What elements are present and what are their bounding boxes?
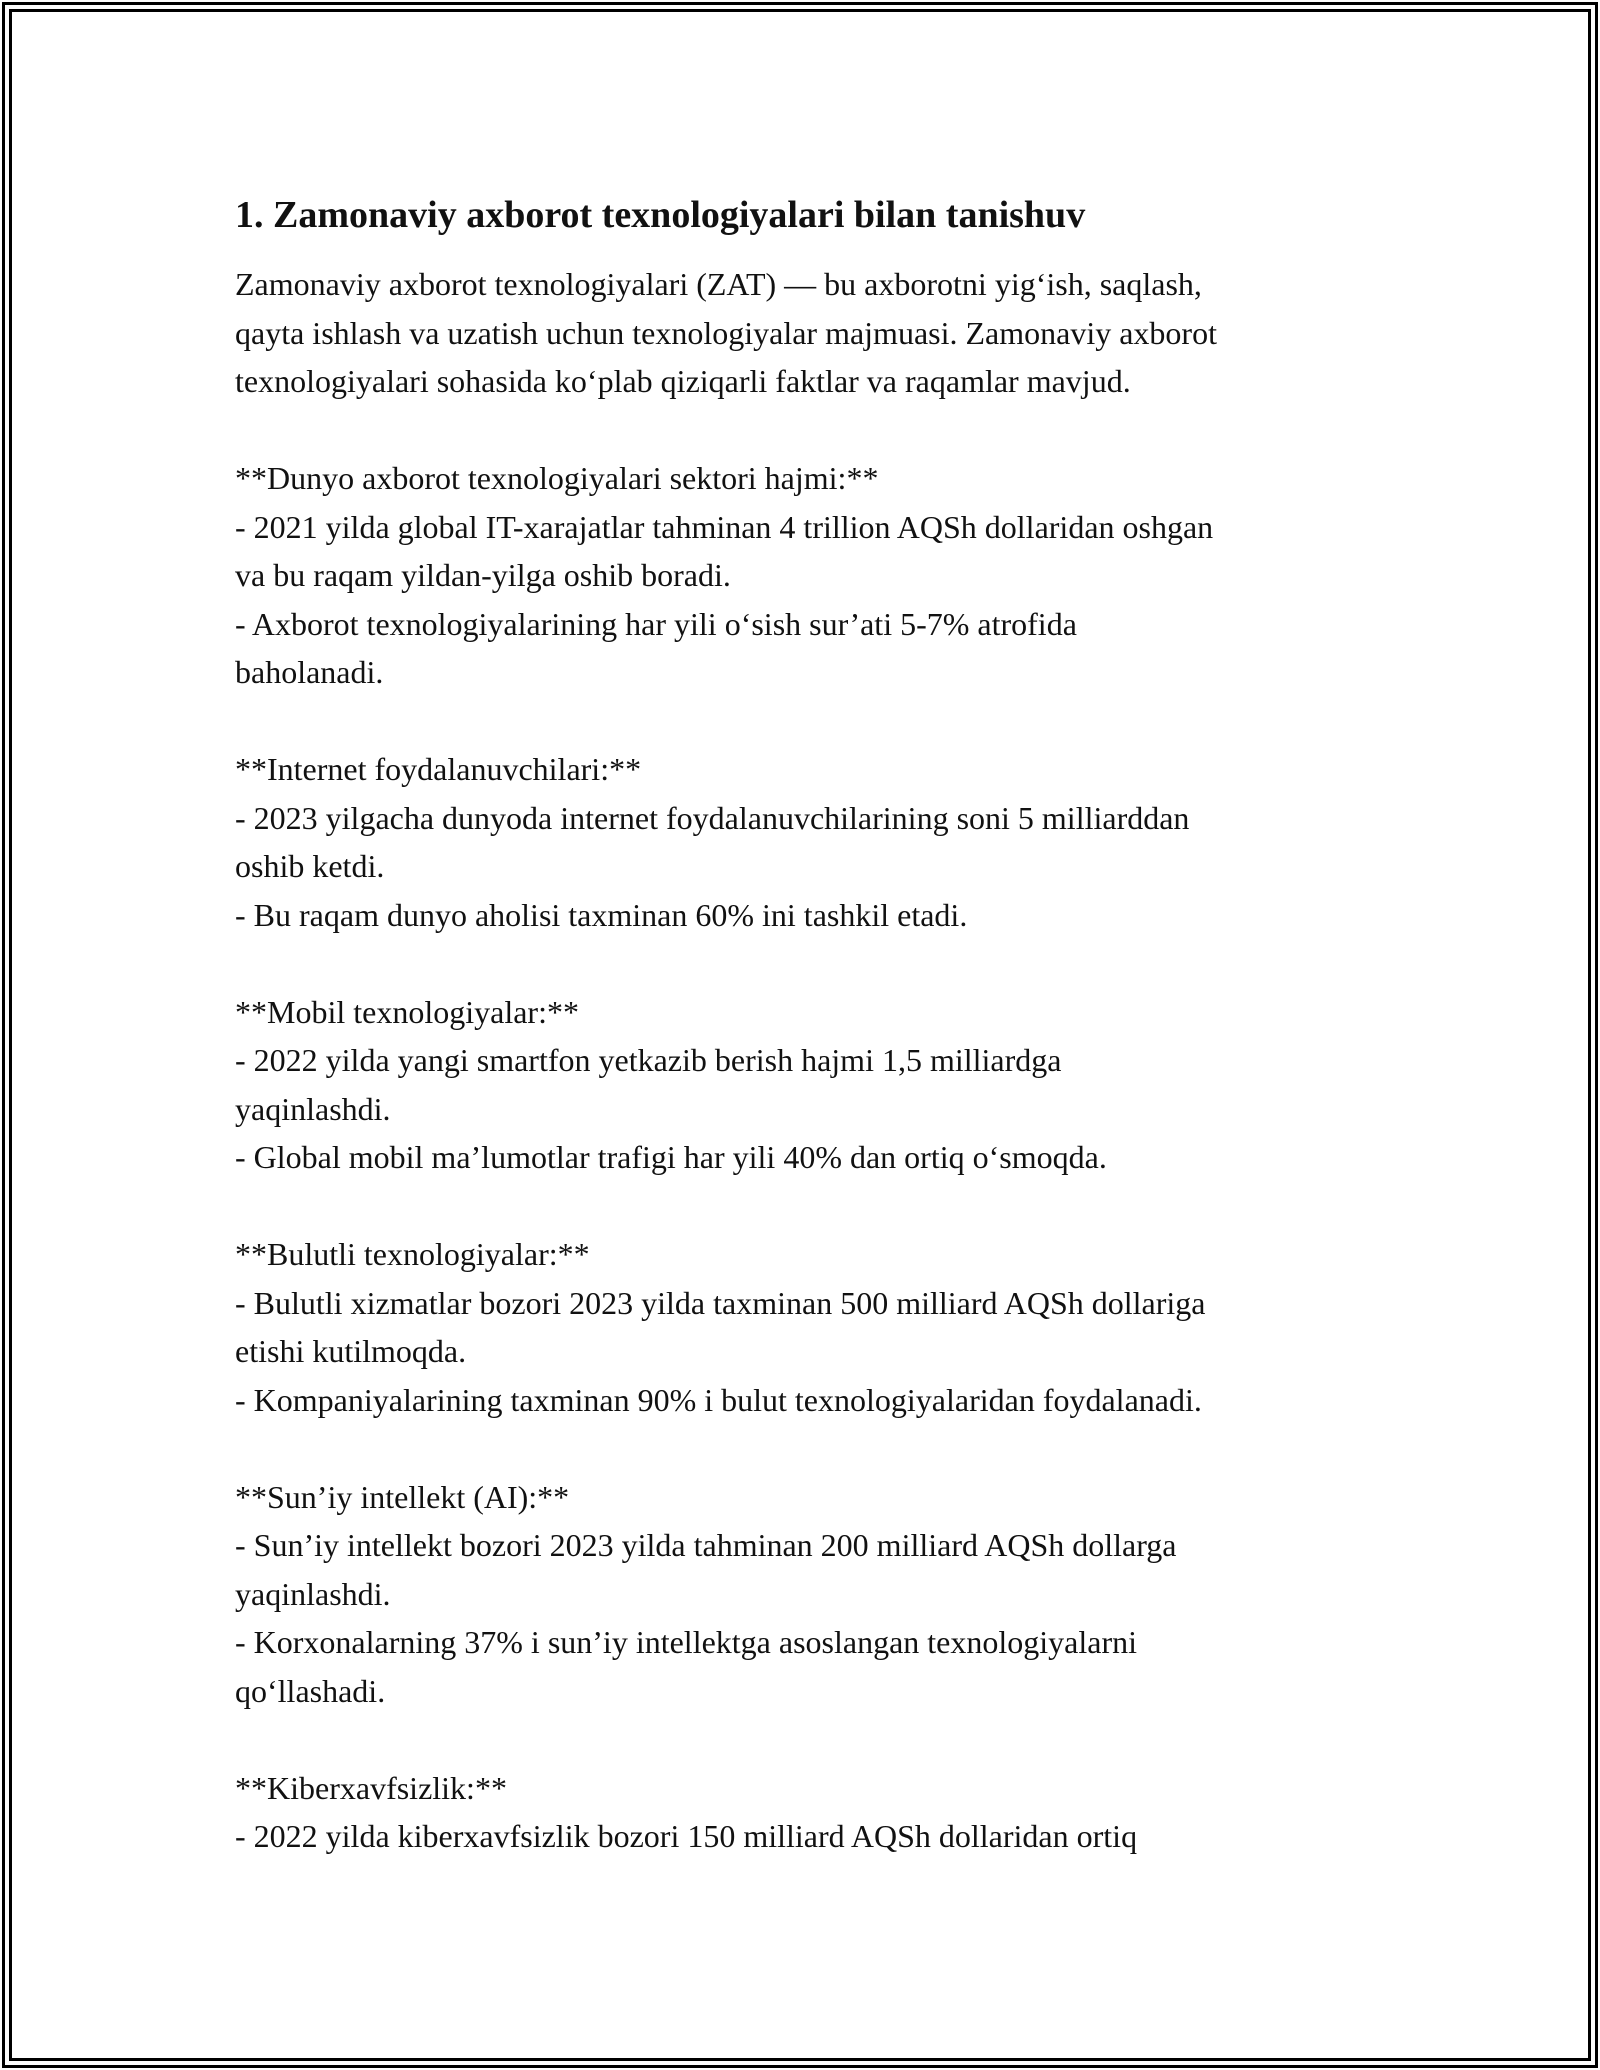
text-line: **Bulutli texnologiyalar:**	[235, 1236, 590, 1272]
text-line: - 2021 yilda global IT-xarajatlar tahminan 4 trillion AQSh dollaridan oshgan	[235, 508, 1214, 545]
text-line: etishi kutilmoqda.	[235, 1333, 467, 1369]
text-line: - Global mobil ma’lumotlar trafigi har yili 40% dan ortiq o‘smoqda.	[235, 1139, 1107, 1175]
text-line: - 2022 yilda kiberxavfsizlik bozori 150 milliard AQSh dollaridan ortiq	[235, 1818, 1138, 1854]
text-line: baholanadi.	[235, 654, 384, 690]
blank-line	[235, 939, 1375, 988]
document-body	[235, 188, 1375, 1861]
blank-line	[235, 1715, 1375, 1764]
text-line: - Kompaniyalarining taxminan 90% i bulut texnologiyalaridan foydalanadi.	[235, 1381, 1202, 1418]
blank-line	[235, 1424, 1375, 1473]
text-line: yaqinlashdi.	[235, 1090, 391, 1127]
document-text	[235, 260, 1375, 1861]
text-line: texnologiyalari sohasida ko‘plab qiziqarli faktlar va raqamlar mavjud.	[235, 363, 1131, 399]
text-line: qo‘llashadi.	[235, 1672, 386, 1709]
text-line: - Bulutli xizmatlar bozori 2023 yilda taxminan 500 milliard AQSh dollariga	[235, 1284, 1206, 1321]
text-line: - Korxonalarning 37% i sun’iy intellektga asoslangan texnologiyalarni	[235, 1624, 1137, 1660]
text-line: yaqinlashdi.	[235, 1575, 391, 1612]
text-line: - 2023 yilgacha dunyoda internet foydalanuvchilarining soni 5 milliarddan	[235, 799, 1190, 836]
text-line: qayta ishlash va uzatish uchun texnologiyalar majmuasi. Zamonaviy axborot	[235, 314, 1217, 351]
text-line: - 2022 yilda yangi smartfon yetkazib berish hajmi 1,5 milliardga	[235, 1042, 1062, 1078]
blank-line	[235, 697, 1375, 746]
text-line: **Kiberxavfsizlik:**	[235, 1769, 507, 1806]
text-line: **Sun’iy intellekt (AI):**	[235, 1478, 570, 1515]
text-line: - Axborot texnologiyalarining har yili o‘sish sur’ati 5-7% atrofida	[235, 605, 1077, 642]
text-line: va bu raqam yildan-yilga oshib boradi.	[235, 557, 731, 593]
blank-line	[235, 406, 1375, 455]
text-line: Zamonaviy axborot texnologiyalari (ZAT) — bu axborotni yig‘ish, saqlash,	[235, 266, 1202, 302]
text-line: **Mobil texnologiyalar:**	[235, 993, 579, 1030]
text-line: - Bu raqam dunyo aholisi taxminan 60% ini tashkil etadi.	[235, 896, 968, 933]
text-line: - Sun’iy intellekt bozori 2023 yilda tahminan 200 milliard AQSh dollarga	[235, 1527, 1177, 1563]
document-title: 1. Zamonaviy axborot texnologiyalari bilan tanishuv	[235, 194, 1086, 236]
text-line: **Internet foydalanuvchilari:**	[235, 751, 642, 787]
text-line: oshib ketdi.	[235, 848, 385, 884]
blank-line	[235, 1182, 1375, 1231]
text-line: **Dunyo axborot texnologiyalari sektori hajmi:**	[235, 460, 879, 496]
